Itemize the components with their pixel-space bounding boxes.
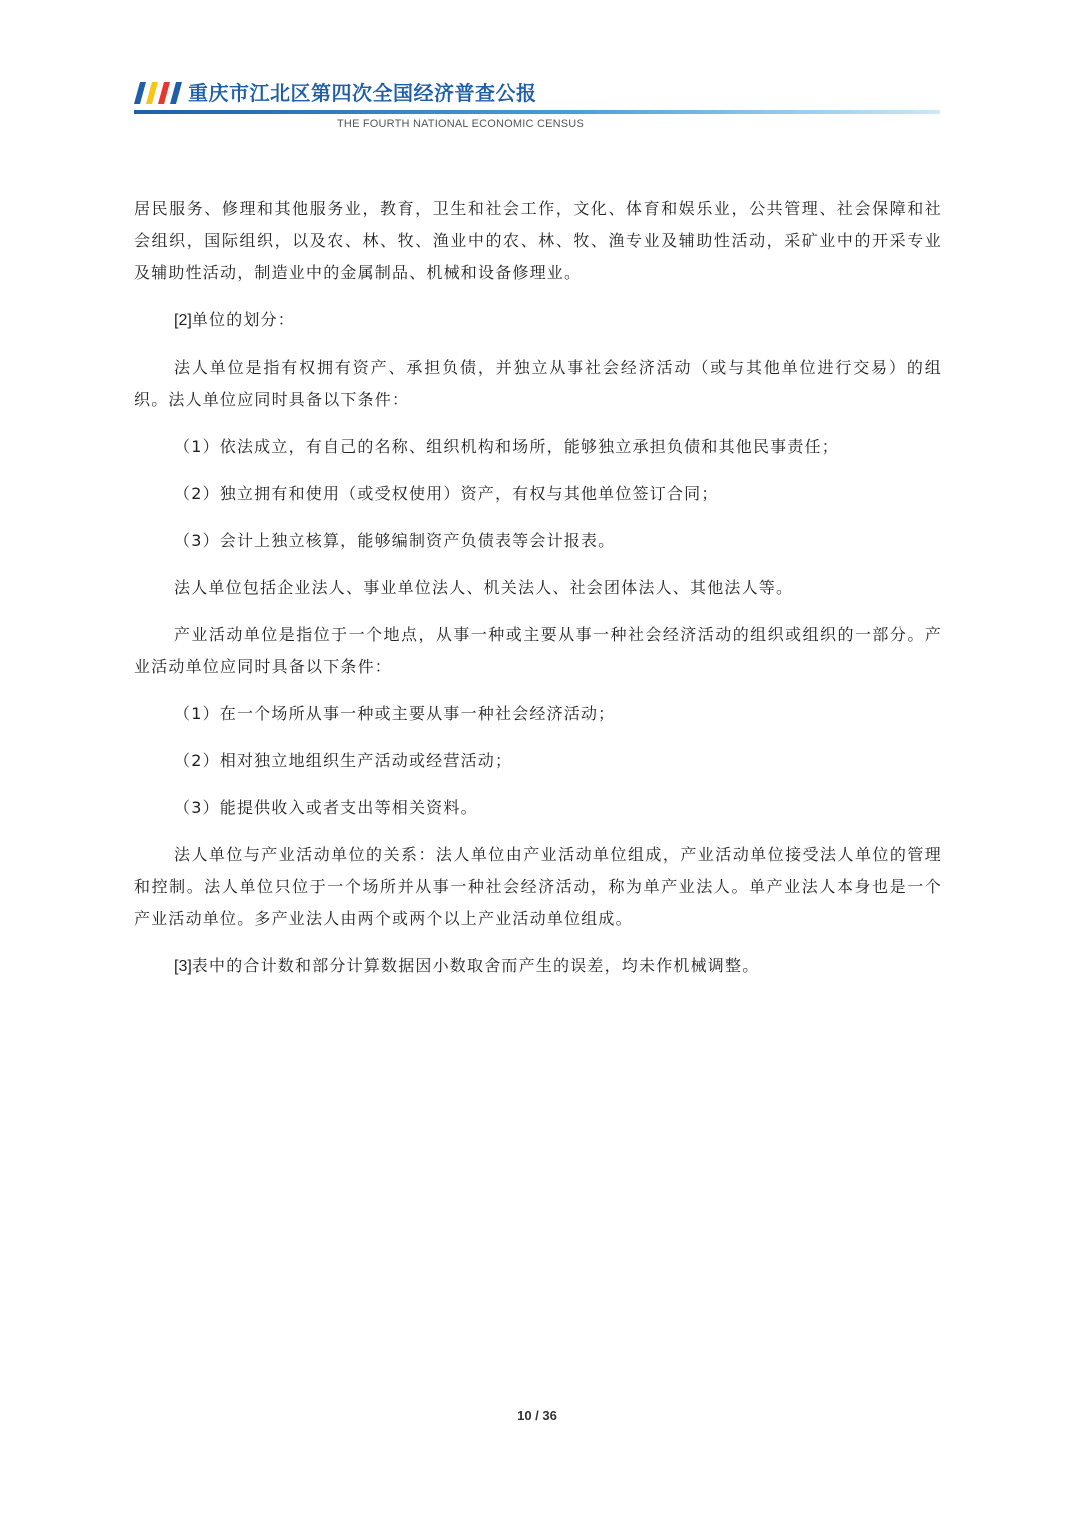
- paragraph-legal-unit-definition: 法人单位是指有权拥有资产、承担负债，并独立从事社会经济活动（或与其他单位进行交易）的组织。法人单位应同时具备以下条件：: [134, 358, 942, 409]
- legal-unit-condition-1: （1）依法成立，有自己的名称、组织机构和场所，能够独立承担负债和其他民事责任；: [174, 437, 839, 456]
- note-3-text: 表中的合计数和部分计算数据因小数取舍而产生的误差，均未作机械调整。: [191, 956, 760, 975]
- header-title: 重庆市江北区第四次全国经济普查公报: [188, 81, 537, 105]
- paragraph-activity-unit-definition: 产业活动单位是指位于一个地点，从事一种或主要从事一种社会经济活动的组织或组织的一部分。产业活动单位应同时具备以下条件：: [134, 625, 942, 676]
- activity-unit-condition-3: （3）能提供收入或者支出等相关资料。: [174, 798, 478, 817]
- activity-unit-condition-2: （2）相对独立地组织生产活动或经营活动；: [174, 751, 513, 770]
- note-2-ref: [2]: [174, 312, 192, 329]
- paragraph-legal-unit-types: 法人单位包括企业法人、事业单位法人、机关法人、社会团体法人、其他法人等。: [174, 578, 794, 597]
- paragraph-unit-relationship: 法人单位与产业活动单位的关系：法人单位由产业活动单位组成，产业活动单位接受法人单位的管理和控制。法人单位只位于一个场所并从事一种社会经济活动，称为单产业法人。单产业法人本身也是一个产业活动单位。多产业法人由两个或两个以上产业活动单位组成。: [134, 845, 942, 928]
- note-3-ref: [3]: [174, 958, 192, 975]
- legal-unit-condition-3: （3）会计上独立核算，能够编制资产负债表等会计报表。: [174, 531, 616, 550]
- note-2-text: 单位的划分：: [191, 310, 295, 329]
- note-3: [134, 950, 942, 983]
- census-logo-stripes: [134, 82, 184, 104]
- legal-unit-condition-2: （2）独立拥有和使用（或受权使用）资产，有权与其他单位签订合同；: [174, 484, 719, 503]
- page-number: 10 / 36: [517, 1408, 557, 1423]
- note-2-heading: [134, 304, 942, 337]
- activity-unit-condition-1: （1）在一个场所从事一种或主要从事一种社会经济活动；: [174, 704, 616, 723]
- document-body: [134, 193, 942, 983]
- paragraph-industries: 居民服务、修理和其他服务业，教育，卫生和社会工作，文化、体育和娱乐业，公共管理、社会保障和社会组织，国际组织，以及农、林、牧、渔业中的农、林、牧、渔专业及辅助性活动，采矿业中的开采专业及辅助性活动，制造业中的金属制品、机械和设备修理业。: [134, 199, 942, 282]
- header-rule: [134, 110, 940, 114]
- page-header: [134, 78, 940, 138]
- header-subtitle: THE FOURTH NATIONAL ECONOMIC CENSUS: [337, 118, 584, 130]
